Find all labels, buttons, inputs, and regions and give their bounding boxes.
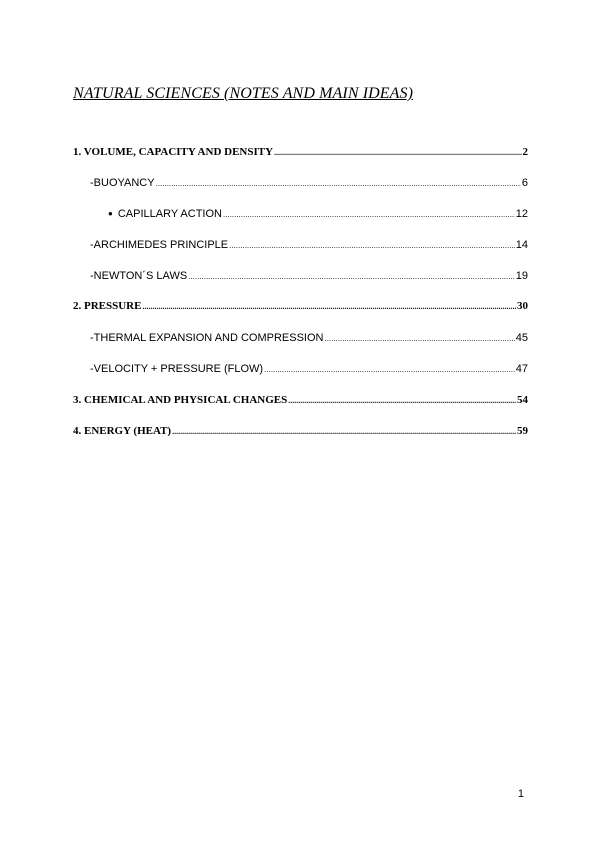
toc-entry-label: 1. VOLUME, CAPACITY AND DENSITY (73, 146, 274, 158)
bullet-icon: ● (108, 209, 113, 218)
toc-entry-label: -VELOCITY + PRESSURE (FLOW) (90, 363, 264, 375)
page-title: NATURAL SCIENCES (NOTES AND MAIN IDEAS) (73, 85, 414, 102)
toc-entry-label: -ARCHIMEDES PRINCIPLE (90, 239, 229, 251)
toc-leader-dots (223, 211, 515, 219)
toc-entry-label: -BUOYANCY (90, 177, 155, 189)
toc-entry-buoyancy[interactable] (90, 177, 528, 189)
toc-entry-archimedes-principle[interactable] (90, 239, 528, 251)
toc-leader-dots (288, 397, 516, 405)
toc-leader-dots (188, 273, 515, 281)
toc-leader-dots (324, 335, 514, 343)
toc-entry-energy-heat[interactable] (73, 425, 528, 437)
toc-entry-capillary-action[interactable] (108, 208, 528, 220)
toc-entry-page: 14 (515, 239, 528, 251)
toc-leader-dots (142, 303, 516, 311)
toc-entry-label: 2. PRESSURE (73, 300, 142, 312)
toc-entry-newtons-laws[interactable] (90, 270, 528, 282)
toc-leader-dots (274, 149, 521, 157)
toc-entry-page: 54 (517, 394, 528, 406)
toc-leader-dots (229, 242, 515, 250)
toc-entry-page: 47 (515, 363, 528, 375)
toc-entry-page: 45 (515, 332, 528, 344)
toc-entry-velocity-pressure[interactable] (90, 363, 528, 375)
toc-leader-dots (264, 366, 515, 374)
toc-entry-page: 59 (517, 425, 528, 437)
toc-entry-page: 12 (515, 208, 528, 220)
toc-entry-pressure[interactable] (73, 300, 528, 312)
toc-entry-label: 4. ENERGY (HEAT) (73, 425, 172, 437)
toc-entry-page: 6 (521, 177, 528, 189)
toc-entry-page: 19 (515, 270, 528, 282)
toc-entry-chemical-physical-changes[interactable] (73, 394, 528, 406)
toc-entry-label: 3. CHEMICAL AND PHYSICAL CHANGES (73, 394, 288, 406)
toc-entry-label: CAPILLARY ACTION (117, 208, 222, 220)
toc-entry-thermal-expansion[interactable] (90, 332, 528, 344)
toc-entry-page: 30 (517, 300, 528, 312)
toc-leader-dots (172, 428, 516, 436)
toc-entry-label: -THERMAL EXPANSION AND COMPRESSION (90, 332, 324, 344)
toc-entry-label: -NEWTON´S LAWS (90, 270, 188, 282)
toc-entry-page: 2 (522, 146, 528, 158)
page-number: 1 (517, 788, 524, 800)
toc-leader-dots (156, 180, 521, 188)
toc-entry-volume-capacity-density[interactable] (73, 146, 528, 158)
